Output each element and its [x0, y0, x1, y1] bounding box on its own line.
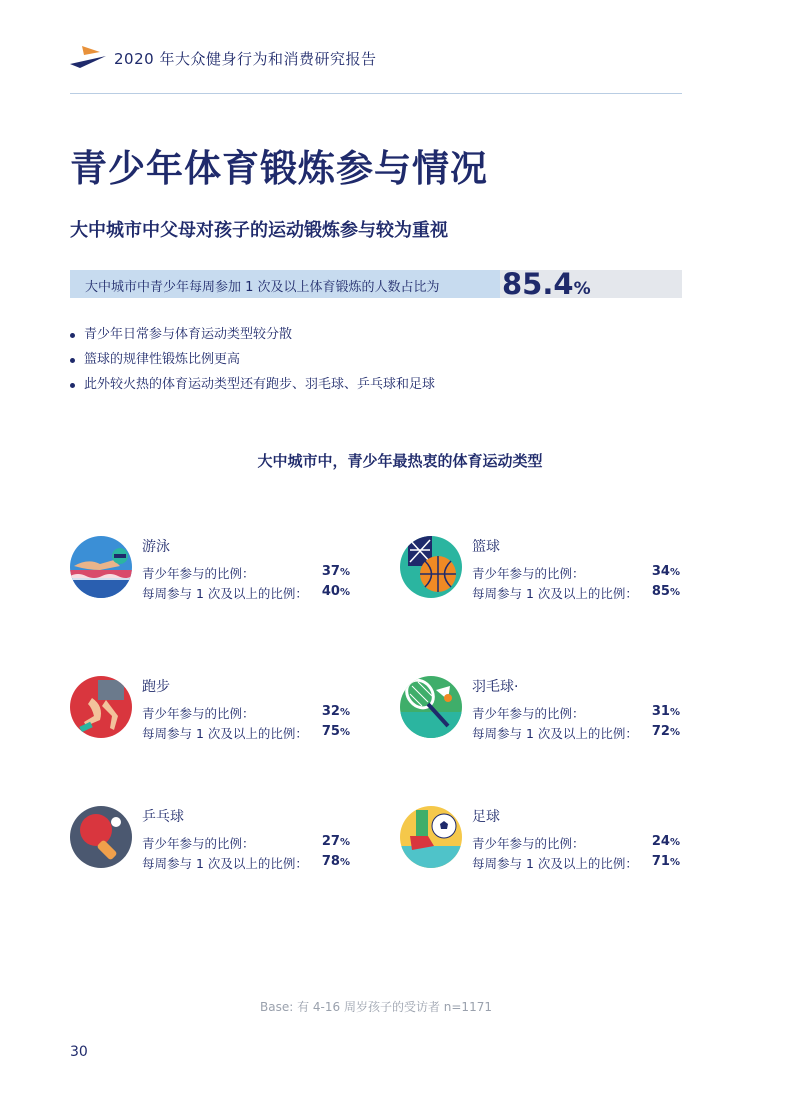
participation-label: 青少年参与的比例：	[142, 566, 255, 581]
sport-card-football	[400, 806, 690, 876]
weekly-label: 每周参与 1 次及以上的比例：	[472, 726, 638, 741]
participation-value: 24%	[651, 834, 680, 849]
weekly-value: 72%	[651, 724, 680, 739]
running-icon	[70, 676, 132, 738]
participation-label: 青少年参与的比例：	[142, 706, 255, 721]
bullet-item: 篮球的规律性锻炼比例更高	[68, 351, 435, 376]
highlight-bar	[70, 267, 682, 301]
sport-card-table-tennis	[70, 806, 360, 876]
sport-name: 跑步	[142, 679, 170, 695]
sport-card-badminton	[400, 676, 690, 746]
page-title: 青少年体育锻炼参与情况	[70, 147, 488, 190]
participation-value: 37%	[321, 564, 350, 579]
report-logo	[70, 44, 106, 70]
participation-value: 27%	[321, 834, 350, 849]
highlight-unit: %	[573, 279, 591, 299]
key-points-list	[68, 326, 435, 401]
participation-value: 31%	[651, 704, 680, 719]
participation-value: 32%	[321, 704, 350, 719]
section-subtitle: 大中城市中父母对孩子的运动锻炼参与较为重视	[70, 220, 448, 241]
weekly-value: 85%	[651, 584, 680, 599]
participation-label: 青少年参与的比例：	[142, 836, 255, 851]
sports-section-title: 大中城市中，青少年最热衷的体育运动类型	[257, 452, 543, 470]
sport-name: 游泳	[142, 539, 170, 555]
weekly-value: 40%	[321, 584, 350, 599]
weekly-label: 每周参与 1 次及以上的比例：	[472, 586, 638, 601]
highlight-value	[502, 267, 591, 301]
sport-name: 羽毛球·	[472, 679, 519, 695]
sport-name: 足球	[472, 809, 500, 825]
table-tennis-icon	[70, 806, 132, 868]
participation-value: 34%	[651, 564, 680, 579]
weekly-value: 75%	[321, 724, 350, 739]
sport-card-running	[70, 676, 360, 746]
weekly-value: 78%	[321, 854, 350, 869]
highlight-number: 85.4	[502, 267, 574, 301]
weekly-label: 每周参与 1 次及以上的比例：	[142, 856, 308, 871]
weekly-label: 每周参与 1 次及以上的比例：	[142, 726, 308, 741]
football-icon	[400, 806, 462, 868]
header-divider	[70, 93, 682, 94]
weekly-label: 每周参与 1 次及以上的比例：	[472, 856, 638, 871]
swimming-icon	[70, 536, 132, 598]
basketball-icon	[400, 536, 462, 598]
highlight-text: 大中城市中青少年每周参加 1 次及以上体育锻炼的人数占比为	[85, 280, 440, 295]
base-note: Base: 有 4-16 周岁孩子的受访者 n=1171	[260, 1000, 492, 1014]
sport-card-basketball	[400, 536, 690, 606]
weekly-label: 每周参与 1 次及以上的比例：	[142, 586, 308, 601]
bullet-item: 此外较火热的体育运动类型还有跑步、羽毛球、乒乓球和足球	[68, 376, 435, 401]
bullet-item: 青少年日常参与体育运动类型较分散	[68, 326, 435, 351]
page-number: 30	[70, 1044, 88, 1060]
badminton-icon	[400, 676, 462, 738]
sport-name: 乒乓球	[142, 809, 184, 825]
sport-card-swimming	[70, 536, 360, 606]
participation-label: 青少年参与的比例：	[472, 836, 585, 851]
report-title: 2020 年大众健身行为和消费研究报告	[114, 50, 377, 68]
weekly-value: 71%	[651, 854, 680, 869]
participation-label: 青少年参与的比例：	[472, 706, 585, 721]
sport-name: 篮球	[472, 539, 500, 555]
participation-label: 青少年参与的比例：	[472, 566, 585, 581]
